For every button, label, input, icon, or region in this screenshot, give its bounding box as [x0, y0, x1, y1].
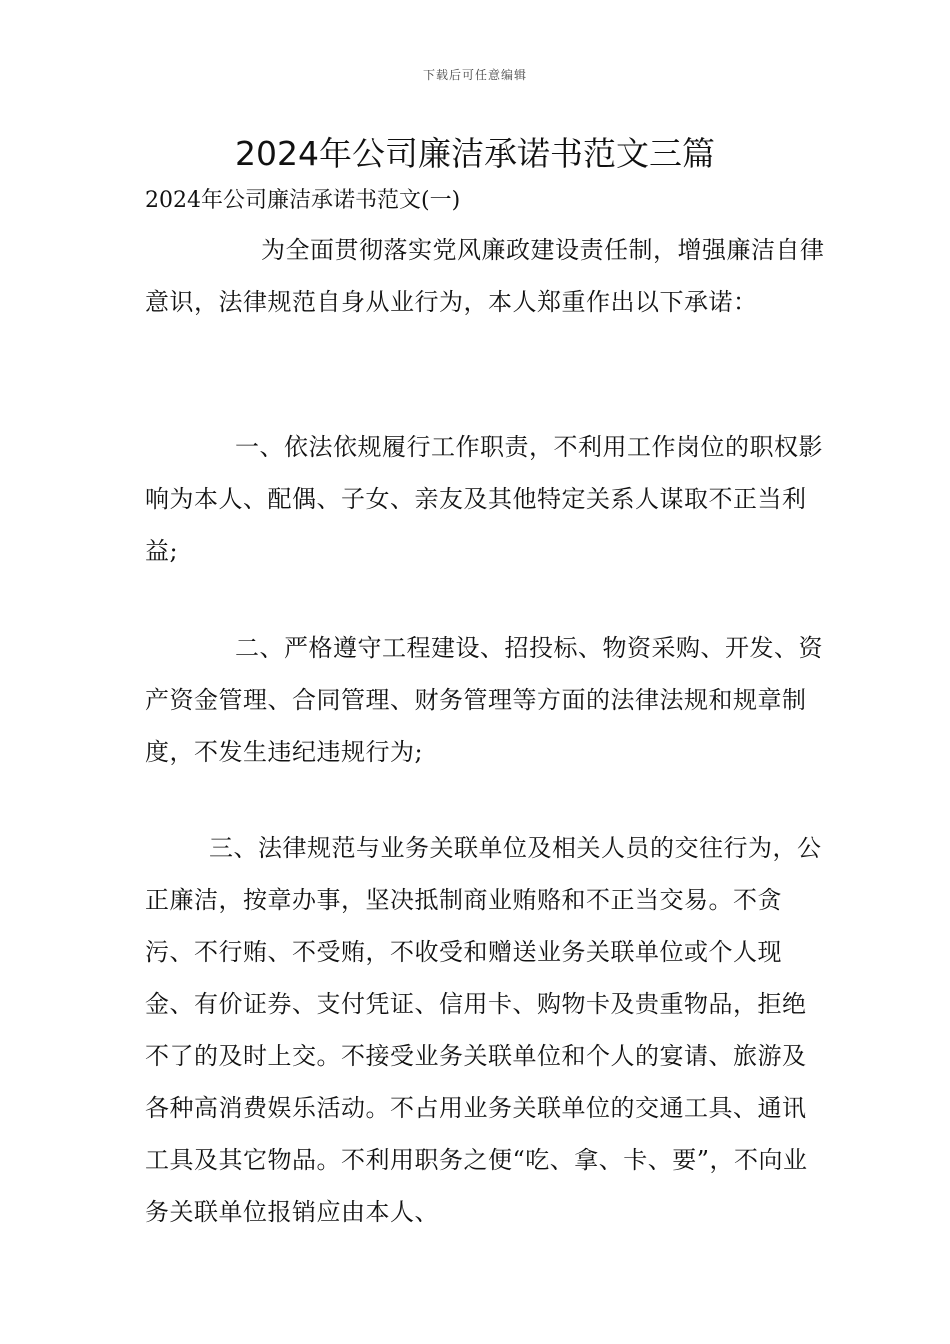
commitment-item-1: 一、依法依规履行工作职责，不利用工作岗位的职权影响为本人、配偶、子女、亲友及其他特定关系人谋取不正当利益; [145, 433, 823, 565]
intro-paragraph: 为全面贯彻落实党风廉政建设责任制，增强廉洁自律意识，法律规范自身从业行为，本人郑重作出以下承诺： [145, 236, 825, 316]
header-note: 下载后可任意编辑 [422, 68, 527, 82]
commitment-item-2: 二、严格遵守工程建设、招投标、物资采购、开发、资产资金管理、合同管理、财务管理等方面的法律法规和规章制度，不发生违纪违规行为; [145, 634, 823, 766]
commitment-item-3: 三、法律规范与业务关联单位及相关人员的交往行为，公正廉洁，按章办事，坚决抵制商业贿赂和不正当交易。不贪污、不行贿、不受贿，不收受和赠送业务关联单位或个人现金、有价证券、支付凭证、信用卡、购物卡及贵重物品，拒绝不了的及时上交。不接受业务关联单位和个人的宴请、旅游及各种高消费娱乐活动。不占用业务关联单位的交通工具、通讯工具及其它物品。不利用职务之便“吃、拿、卡、要”，不向业务关联单位报销应由本人、 [145, 834, 822, 1226]
document-title: 2024年公司廉洁承诺书范文三篇 [235, 134, 715, 173]
section-heading: 2024年公司廉洁承诺书范文(一) [145, 188, 461, 213]
